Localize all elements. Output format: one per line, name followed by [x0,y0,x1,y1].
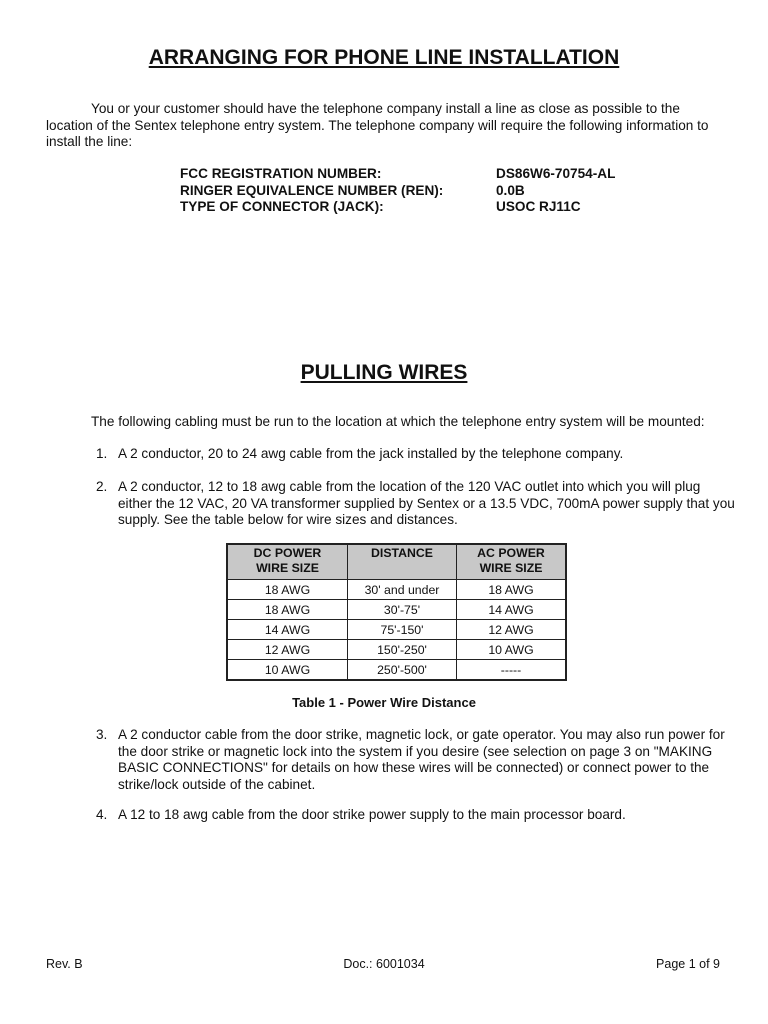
section-title-pulling-wires: PULLING WIRES [300,361,468,384]
info-label: TYPE OF CONNECTOR (JACK): [180,199,384,214]
header-line: WIRE SIZE [479,561,543,575]
table-row [227,620,566,640]
header-line: AC POWER [477,546,545,560]
list-text: A 2 conductor cable from the door strike, magnetic lock, or gate operator. You may also run power for the door strike or magnetic lock into the system if you desire (see selection on page 3 on "MAKING BASIC CONNECTIONS" for details on how these wires will be connected) or connect power to the strike/lock outside of the cabinet. [118,727,725,792]
intro-paragraph: You or your customer should have the telephone company install a line as close as possible to the location of the Sentex telephone entry system. The telephone company will require the following information to install the line: [46,101,709,149]
info-row [180,199,615,216]
footer-page-number: Page 1 of 9 [656,957,720,971]
list-text: A 12 to 18 awg cable from the door strike power supply to the main processor board. [118,807,626,822]
lead-paragraph: The following cabling must be run to the location at which the telephone entry system will be mounted: [91,414,705,429]
table-row [227,600,566,620]
table-cell: 18 AWG [457,580,567,600]
list-text: A 2 conductor, 20 to 24 awg cable from the jack installed by the telephone company. [118,446,624,461]
table-header-cell [348,544,457,580]
table-header-row [227,544,566,580]
list-item [96,727,736,793]
table-cell: 150'-250' [348,640,457,660]
list-item [96,479,736,529]
line-info-list [180,166,615,216]
table-row [227,580,566,600]
list-item [96,446,736,463]
table-cell: 12 AWG [457,620,567,640]
table-cell: 18 AWG [227,580,348,600]
info-value: USOC RJ11C [496,199,581,214]
table-cell: ----- [457,660,567,681]
list-number: 1. [96,446,108,461]
info-row [180,183,615,200]
list-number: 2. [96,479,108,494]
table-caption: Table 1 - Power Wire Distance [292,695,476,710]
header-line: WIRE SIZE [256,561,319,575]
table-cell: 14 AWG [457,600,567,620]
table-cell: 14 AWG [227,620,348,640]
power-wire-table [226,543,567,681]
table-header-cell [227,544,348,580]
footer-revision: Rev. B [46,957,83,971]
table-cell: 10 AWG [457,640,567,660]
table-header-cell [457,544,567,580]
info-label: FCC REGISTRATION NUMBER: [180,166,382,181]
table-cell: 250'-500' [348,660,457,681]
header-line: DC POWER [253,546,322,560]
info-value: 0.0B [496,182,525,198]
table-cell: 30' and under [348,580,457,600]
table-cell: 75'-150' [348,620,457,640]
info-row [180,166,615,183]
info-label: RINGER EQUIVALENCE NUMBER (REN): [180,182,444,198]
table-row [227,640,566,660]
table-cell: 30'-75' [348,600,457,620]
list-number: 4. [96,807,108,822]
footer-document-number: Doc.: 6001034 [343,957,425,971]
table-row [227,660,566,681]
info-value: DS86W6-70754-AL [496,166,616,181]
section-title-phone-line: ARRANGING FOR PHONE LINE INSTALLATION [148,46,620,69]
header-line: DISTANCE [371,546,433,560]
table-cell: 10 AWG [227,660,348,681]
table-cell: 18 AWG [227,600,348,620]
list-text: A 2 conductor, 12 to 18 awg cable from the location of the 120 VAC outlet into which you will plug either the 12 VAC, 20 VA transformer supplied by Sentex or a 13.5 VDC, 700mA power supply that you supply. See the table below for wire sizes and distances. [118,479,735,527]
table-cell: 12 AWG [227,640,348,660]
list-number: 3. [96,727,108,742]
list-item [96,807,736,824]
